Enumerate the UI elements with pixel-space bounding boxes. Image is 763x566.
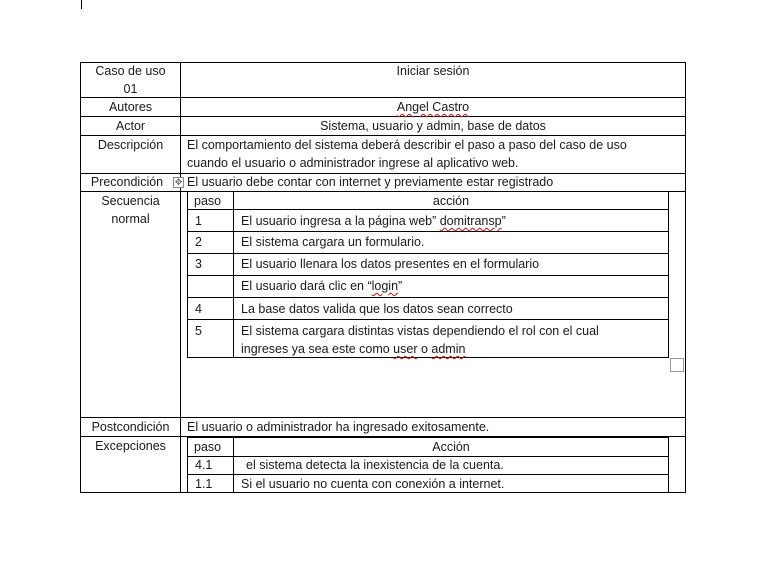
description-label: Descripción	[97, 138, 164, 152]
normal-header-action: acción	[432, 194, 470, 208]
precondition-value: El usuario debe contar con internet y previamente estar registrado	[187, 175, 554, 189]
authors-label: Autores	[108, 100, 153, 114]
exceptions-header-action: Acción	[432, 440, 470, 454]
text-cursor	[81, 0, 82, 9]
actor-label: Actor	[115, 119, 146, 133]
actor-value: Sistema, usuario y admin, base de datos	[320, 119, 546, 133]
authors-value: Angel Castro	[396, 100, 470, 114]
precondition-label: Precondición	[90, 175, 164, 189]
exceptions-label: Excepciones	[95, 439, 166, 453]
postcondition-label: Postcondición	[91, 420, 170, 434]
normal-header-step: paso	[194, 194, 222, 208]
case-label: Caso de uso 01	[95, 64, 166, 96]
description-value: El comportamiento del sistema deberá describir el paso a paso del caso de uso cuando el usuario o administrador ingrese al aplicativo web.	[187, 138, 627, 170]
normal-sequence-label: Secuencia normal	[101, 194, 160, 226]
exceptions-header-step: paso	[194, 440, 222, 454]
postcondition-value: El usuario o administrador ha ingresado exitosamente.	[187, 420, 490, 434]
case-title: Iniciar sesión	[396, 64, 470, 78]
move-handle-icon[interactable]: ✥	[174, 177, 183, 187]
table-resize-handle-icon[interactable]	[670, 358, 684, 372]
